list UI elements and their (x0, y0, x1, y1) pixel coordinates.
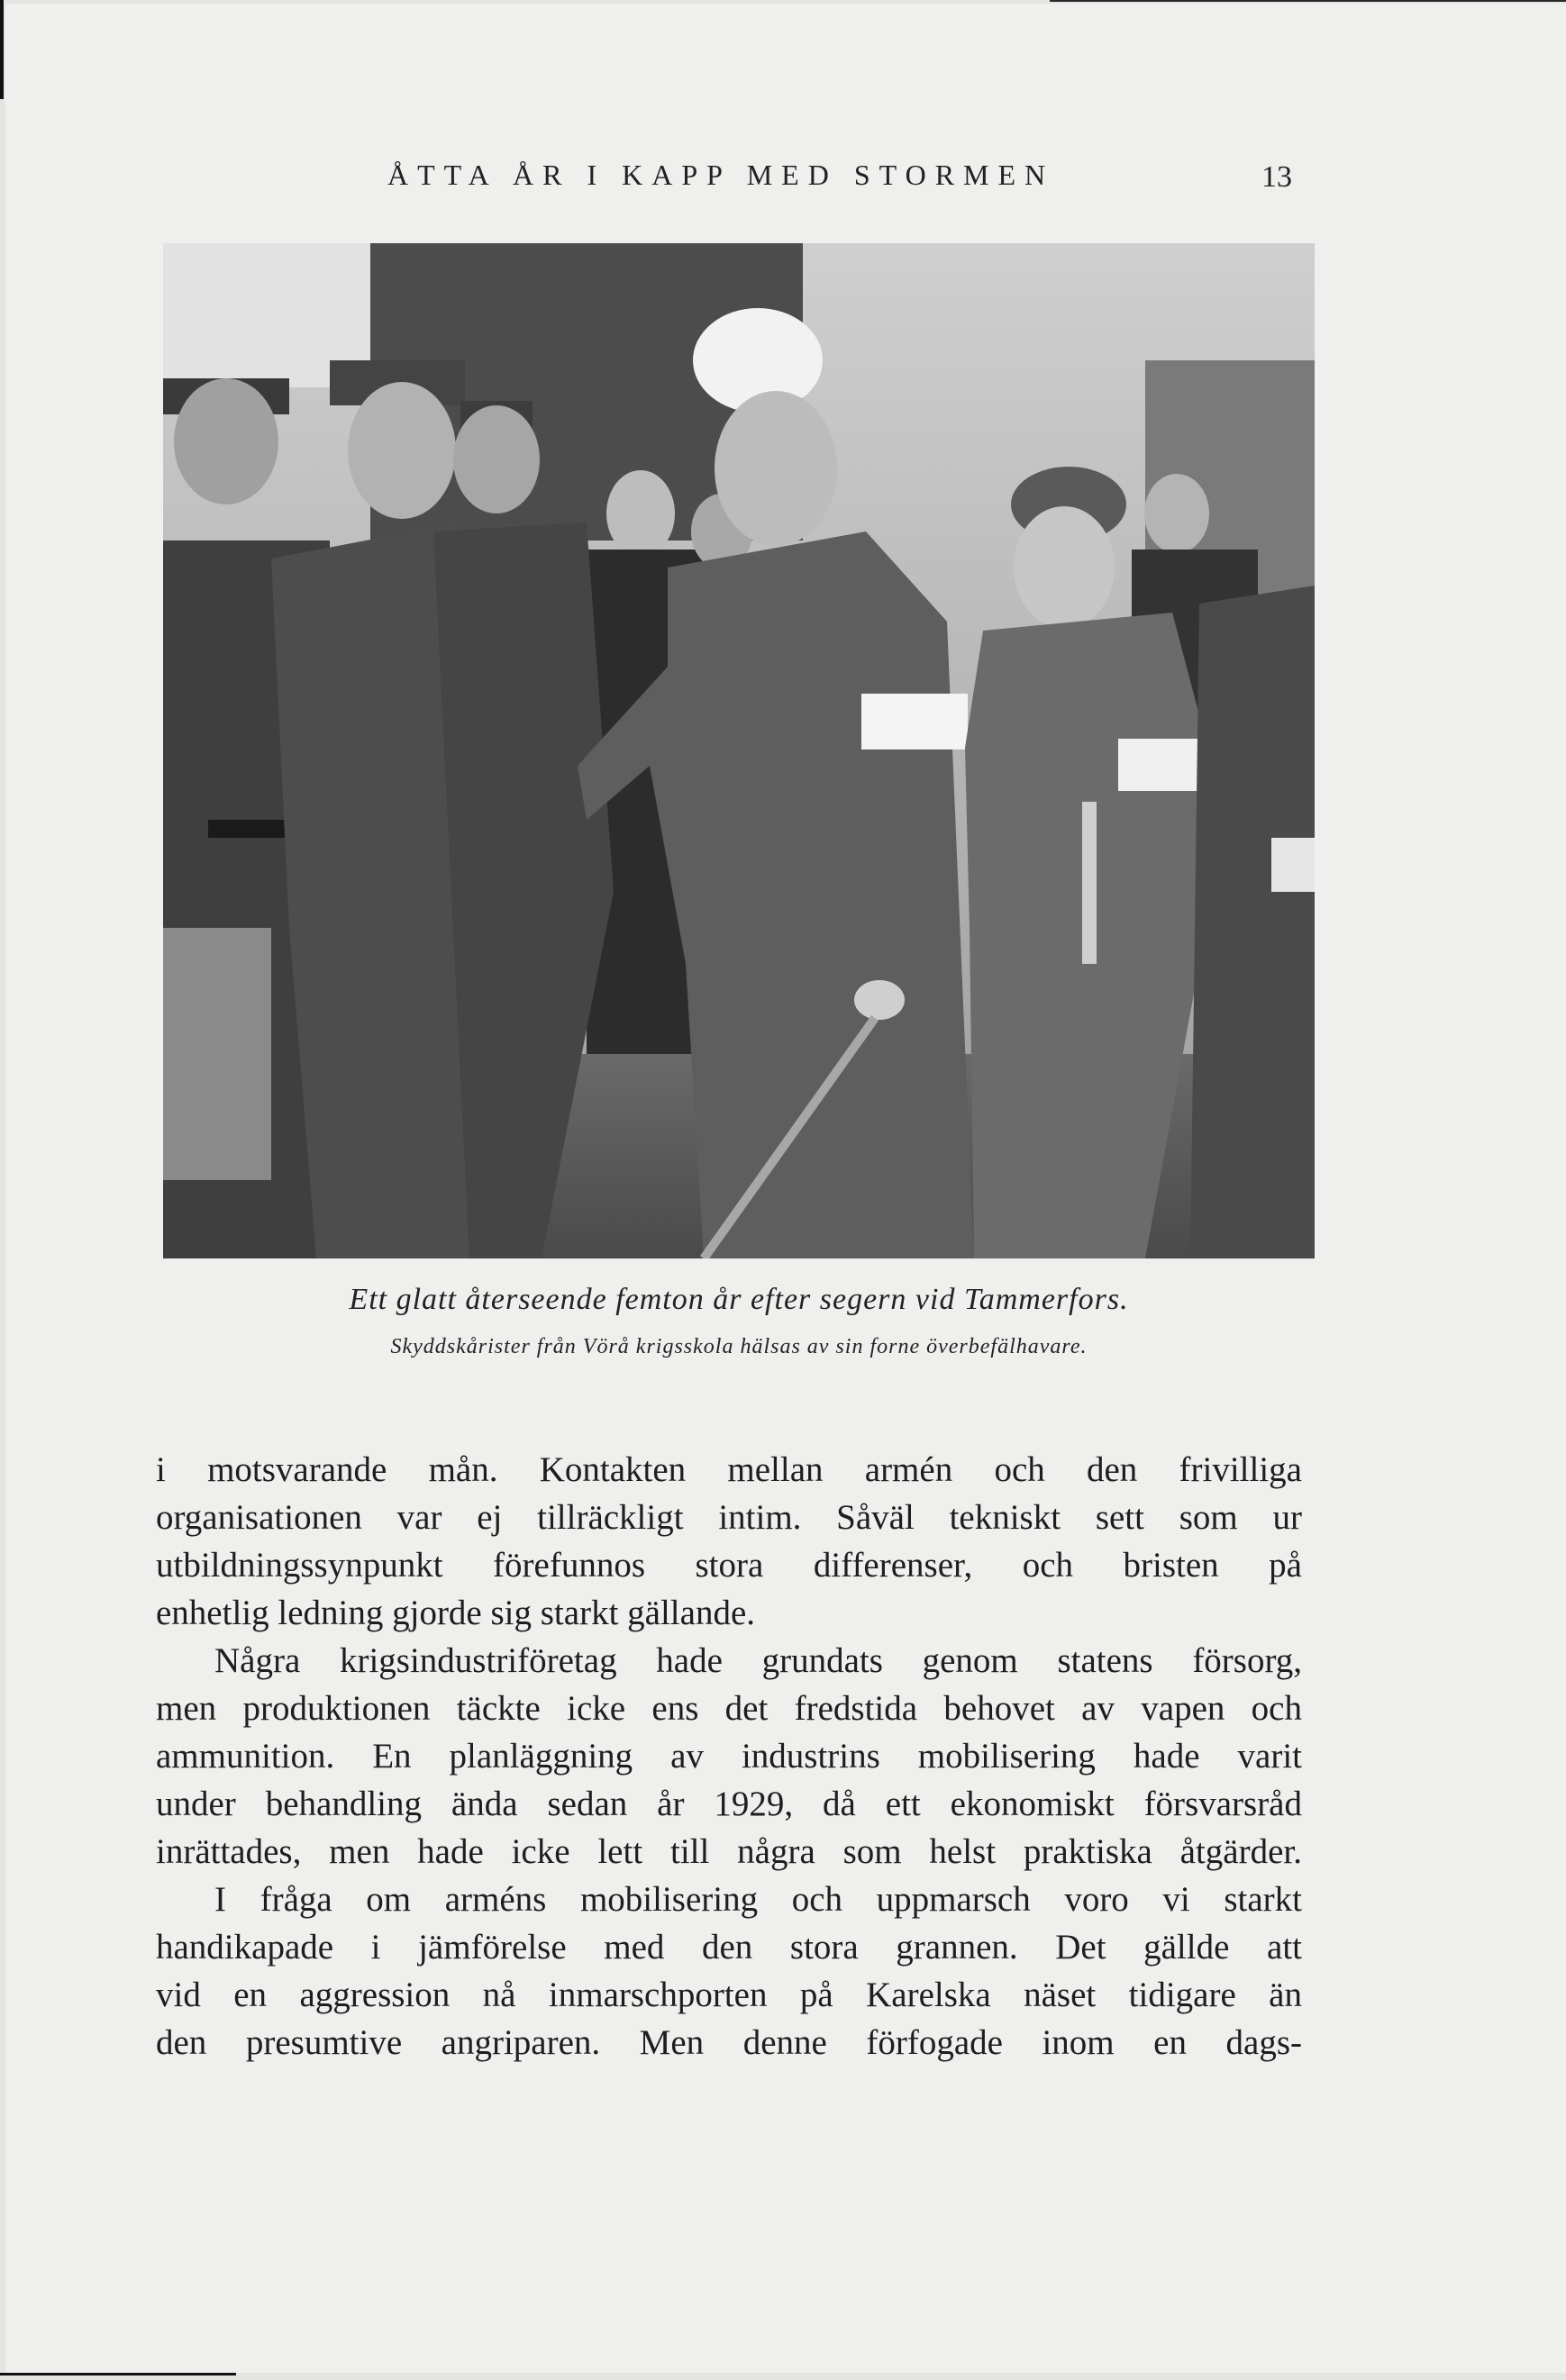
figure-caption-title: Ett glatt återseende femton år efter segern vid Tammerfors. (349, 1283, 1129, 1316)
text-line: handikapade i jämförelse med den stora grannen. Det gällde att (156, 1928, 1302, 1967)
text-line: under behandling ända sedan år 1929, då ett ekonomiskt försvarsråd (156, 1785, 1302, 1823)
text-line: utbildningssynpunkt förefunnos stora differenser, och bristen på (156, 1546, 1302, 1585)
page-number: 13 (1261, 160, 1292, 194)
text-line: inrättades, men hade icke lett till några som helst praktiska åtgärder. (156, 1832, 1302, 1871)
historical-photograph (163, 243, 1315, 1258)
text-line: den presumtive angriparen. Men denne förfogade inom en dags- (156, 2023, 1302, 2062)
text-line: men produktionen täckte icke ens det fredstida behovet av vapen och (156, 1689, 1302, 1728)
body-text (156, 1446, 1302, 2067)
text-line: vid en aggression nå inmarschporten på Karelska näset tidigare än (156, 1976, 1302, 2014)
figure-caption-subtitle: Skyddskårister från Vörå krigsskola hälsas av sin forne överbefälhavare. (390, 1335, 1088, 1358)
scan-edge-mark (0, 2373, 236, 2375)
scan-edge-mark (1050, 0, 1566, 2)
photo-illustration (163, 243, 1315, 1258)
text-line: ammunition. En planläggning av industrins mobilisering hade varit (156, 1737, 1302, 1776)
text-line: organisationen var ej tillräckligt intim. Såväl tekniskt sett som ur (156, 1498, 1302, 1537)
scan-edge-mark (0, 0, 4, 99)
armband-white (1118, 739, 1199, 791)
text-line: enhetlig ledning gjorde sig starkt gällande. (156, 1594, 755, 1632)
text-line: Några krigsindustriföretag hade grundats genom statens försorg, (214, 1641, 1302, 1680)
text-line: I fråga om arméns mobilisering och uppmarsch voro vi starkt (214, 1880, 1302, 1919)
armband-white (861, 694, 968, 749)
running-head: ÅTTA ÅR I KAPP MED STORMEN (387, 159, 1055, 191)
text-line: i motsvarande mån. Kontakten mellan armén och den frivilliga (156, 1450, 1302, 1489)
